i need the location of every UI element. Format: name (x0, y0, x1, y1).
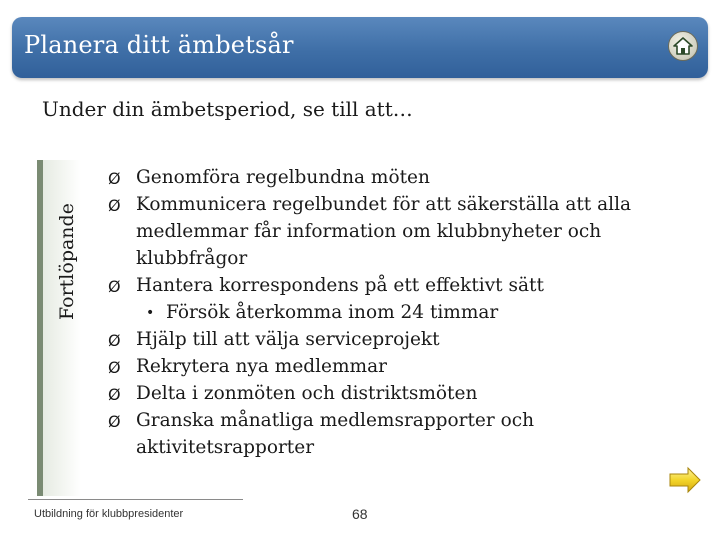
bullet-text: Rekrytera nya medlemmar (136, 356, 387, 377)
bullet-text: Hjälp till att välja serviceprojekt (136, 329, 440, 350)
bullet-list (106, 164, 666, 461)
title-bar (12, 17, 708, 78)
bullet-arrow-icon: Ø (108, 385, 121, 404)
bullet-text: Granska månatliga medlemsrapporter och aktivitetsrapporter (136, 410, 535, 458)
bullet-item (106, 326, 666, 353)
intro-text: Under din ämbetsperiod, se till att… (42, 97, 413, 121)
side-label: Fortlöpande (56, 203, 78, 320)
page-title: Planera ditt ämbetsår (24, 31, 294, 59)
bullet-item (106, 353, 666, 380)
bullet-text: Genomföra regelbundna möten (136, 167, 430, 188)
bullet-arrow-icon: Ø (108, 169, 121, 188)
page-number: 68 (352, 506, 368, 522)
bullet-text: Försök återkomma inom 24 timmar (166, 302, 499, 323)
sub-bullet-icon: • (146, 305, 155, 321)
sub-bullet-item (106, 299, 666, 326)
bullet-arrow-icon: Ø (108, 331, 121, 350)
home-icon (673, 36, 693, 56)
bullet-item (106, 407, 666, 461)
bullet-arrow-icon: Ø (108, 196, 121, 215)
bullet-item (106, 272, 666, 299)
bullet-text: Hantera korrespondens på ett effektivt sätt (136, 275, 544, 296)
next-arrow-icon[interactable] (668, 466, 702, 494)
bullet-text: Delta i zonmöten och distriktsmöten (136, 383, 478, 404)
bullet-arrow-icon: Ø (108, 358, 121, 377)
bullet-item (106, 164, 666, 191)
bullet-item (106, 191, 666, 272)
footer-text: Utbildning för klubbpresidenter (34, 508, 184, 520)
bullet-text: Kommunicera regelbundet för att säkerställa att alla medlemmar får information om klubbnyheter och klubbfrågor (136, 194, 632, 269)
home-button[interactable] (668, 31, 698, 61)
bullet-arrow-icon: Ø (108, 412, 121, 431)
bullet-item (106, 380, 666, 407)
bullet-arrow-icon: Ø (108, 277, 121, 296)
